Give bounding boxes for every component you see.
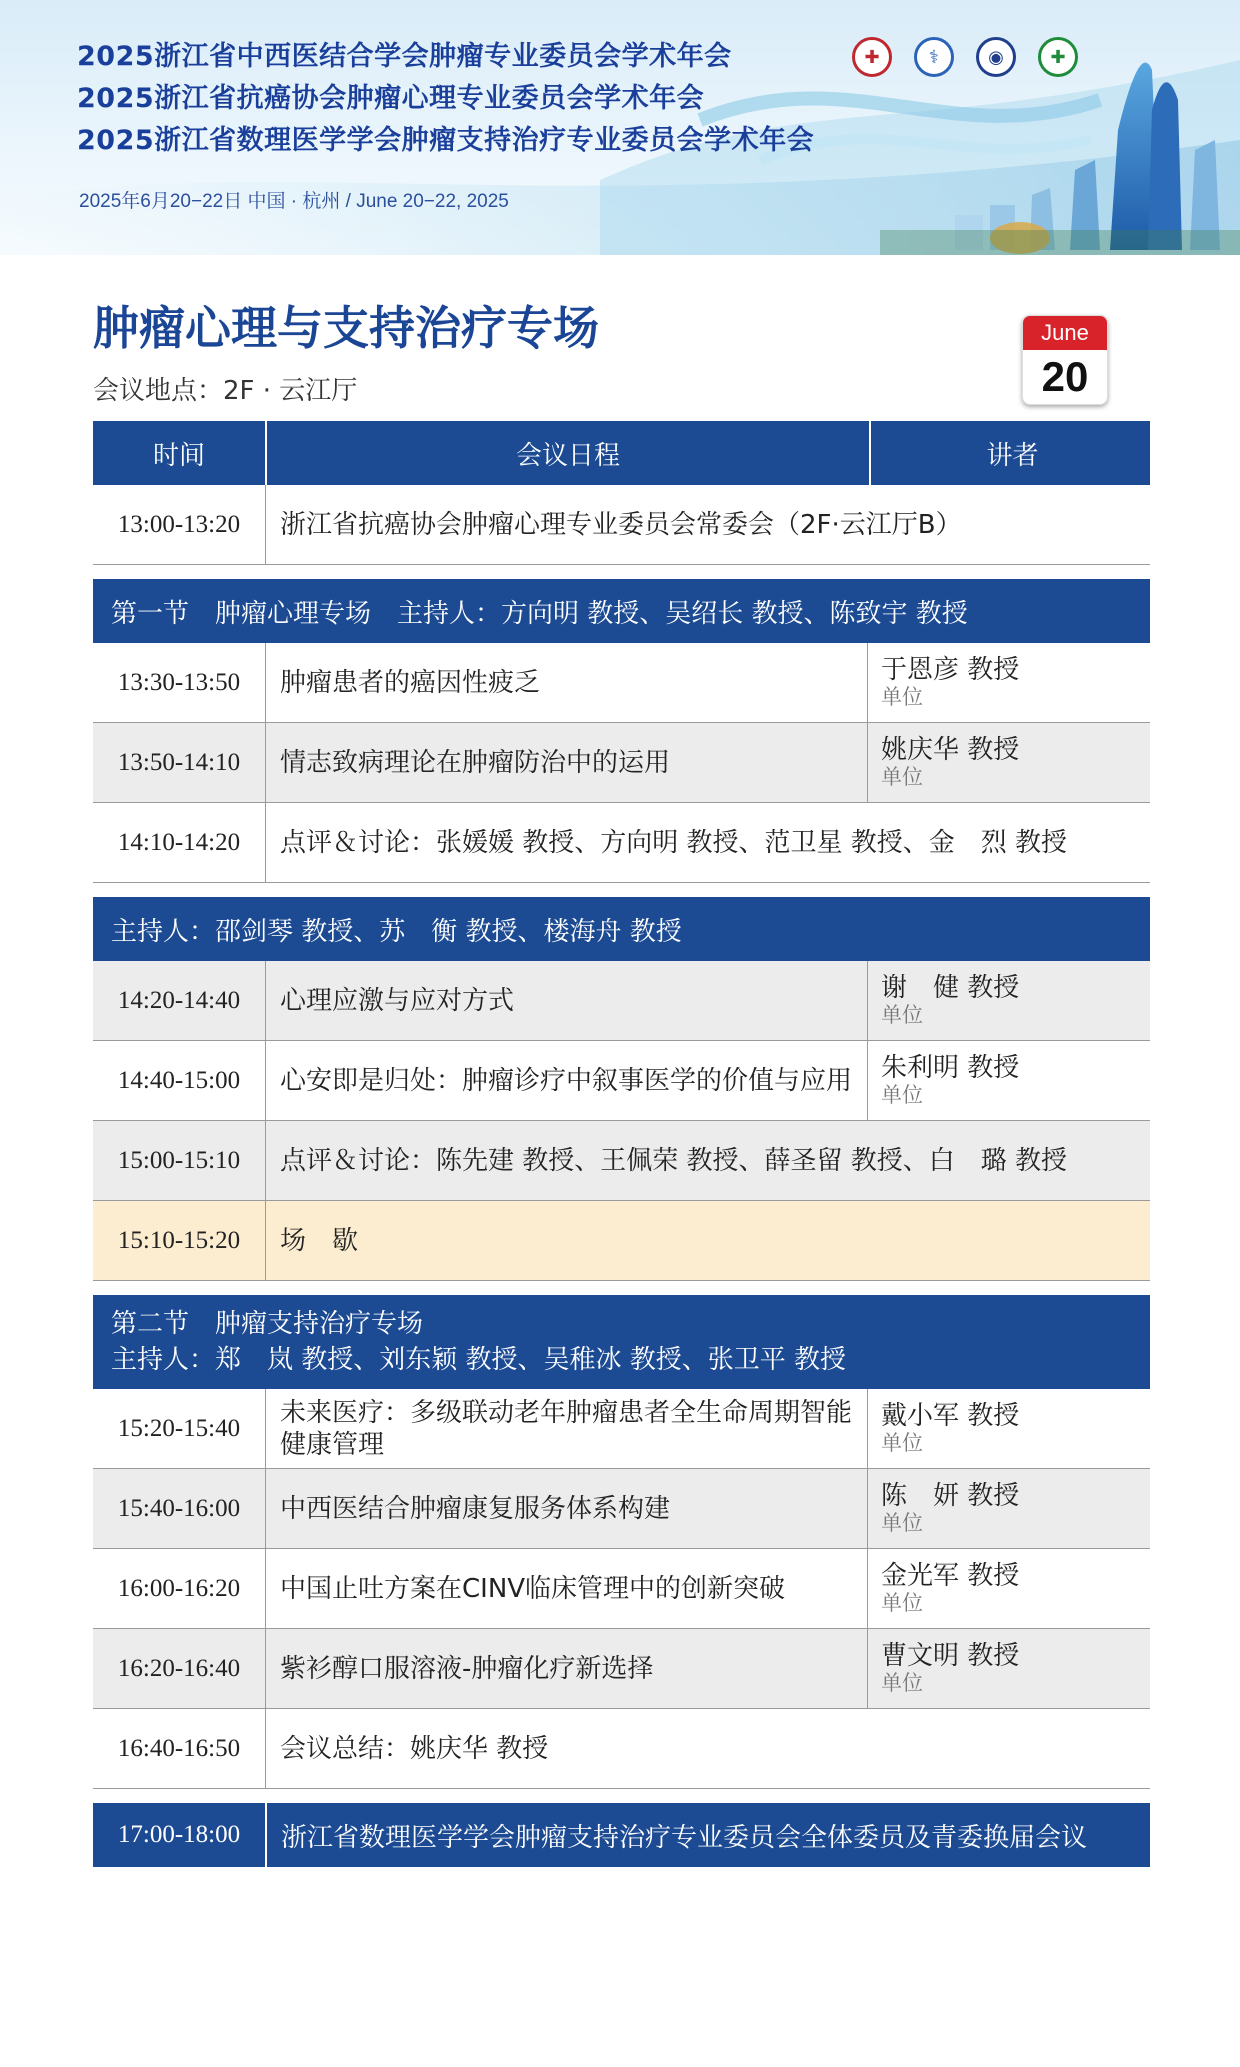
section-1b-header [93,897,1150,961]
row-topic: 心理应激与应对方式 [266,961,868,1040]
row-speaker [868,723,1151,802]
row-time: 16:40-16:50 [93,1709,266,1788]
banner-titles [77,36,814,162]
table-row-opening [93,485,1150,565]
table-row-summary [93,1709,1150,1789]
speaker-unit: 单位 [881,1083,923,1107]
header-banner [0,0,1240,255]
speaker-name: 朱利明 教授 [881,1053,1020,1083]
table-row-break [93,1201,1150,1281]
row-topic: 点评＆讨论：陈先建 教授、王佩荣 教授、薛圣留 教授、白 璐 教授 [280,1145,1068,1176]
table-row [93,1629,1150,1709]
speaker-name: 谢 健 教授 [881,973,1020,1003]
row-topic: 中西医结合肿瘤康复服务体系构建 [266,1469,868,1548]
banner-title-1: 2025浙江省中西医结合学会肿瘤专业委员会学术年会 [77,41,732,72]
speaker-unit: 单位 [881,765,923,789]
society-logos [852,37,1078,77]
row-time: 15:10-15:20 [93,1201,266,1280]
speaker-unit: 单位 [881,1511,923,1535]
row-time: 15:40-16:00 [93,1469,266,1548]
row-topic: 紫衫醇口服溶液-肿瘤化疗新选择 [266,1629,868,1708]
table-row [93,723,1150,803]
header-speaker: 讲者 [986,440,1039,471]
row-time: 14:40-15:00 [93,1041,266,1120]
table-row [93,1041,1150,1121]
section-2-title: 第二节 肿瘤支持治疗专场 [111,1309,424,1339]
row-topic: 会议总结：姚庆华 教授 [280,1733,549,1764]
spacer [93,1281,1150,1295]
row-topic: 心安即是归处：肿瘤诊疗中叙事医学的价值与应用 [266,1041,868,1120]
row-time: 17:00-18:00 [93,1803,267,1867]
row-time: 13:30-13:50 [93,643,266,722]
calendar-date-badge [1022,315,1108,405]
table-row-discussion [93,803,1150,883]
row-time: 14:10-14:20 [93,803,266,882]
speaker-name: 戴小军 教授 [881,1401,1020,1431]
row-time: 16:20-16:40 [93,1629,266,1708]
row-topic: 未来医疗：多级联动老年肿瘤患者全生命周期智能健康管理 [266,1389,868,1468]
society-logo-1-icon: ✚ [852,37,892,77]
row-topic: 场 歇 [280,1225,359,1256]
spacer [93,1789,1150,1803]
header-time: 时间 [93,421,267,485]
row-time: 13:00-13:20 [93,485,266,564]
section-1-header [93,579,1150,643]
speaker-name: 金光军 教授 [881,1561,1020,1591]
speaker-unit: 单位 [881,1431,923,1455]
row-speaker [868,1629,1151,1708]
row-time: 16:00-16:20 [93,1549,266,1628]
table-row [93,961,1150,1041]
row-speaker [868,961,1151,1040]
row-topic: 浙江省抗癌协会肿瘤心理专业委员会常委会（2F·云江厅B） [280,509,962,540]
header-topic: 会议日程 [267,421,871,485]
banner-date-location: 2025年6月20−22日 中国 · 杭州 / June 20−22, 2025 [79,191,509,212]
row-speaker [868,643,1151,722]
speaker-unit: 单位 [881,685,923,709]
speaker-name: 曹文明 教授 [881,1641,1020,1671]
table-row-discussion [93,1121,1150,1201]
table-row [93,1389,1150,1469]
society-logo-4-icon: ✚ [1038,37,1078,77]
table-header [93,421,1150,485]
schedule-table [93,421,1150,1867]
badge-day: 20 [1041,353,1089,400]
row-topic: 点评＆讨论：张媛媛 教授、方向明 教授、范卫星 教授、金 烈 教授 [280,827,1068,858]
society-logo-3-icon: ◉ [976,37,1016,77]
banner-title-3: 2025浙江省数理医学学会肿瘤支持治疗专业委员会学术年会 [77,125,815,156]
spacer [93,565,1150,579]
table-row-final [93,1803,1150,1867]
row-speaker [868,1469,1151,1548]
section-2-hosts: 主持人：郑 岚 教授、刘东颖 教授、吴稚冰 教授、张卫平 教授 [111,1345,847,1375]
row-speaker [868,1041,1151,1120]
society-logo-2-icon: ⚕ [914,37,954,77]
badge-month: June [1023,316,1107,350]
section-1b-title: 主持人：邵剑琴 教授、苏 衡 教授、楼海舟 教授 [111,916,682,947]
row-speaker [868,1389,1151,1468]
row-topic: 浙江省数理医学学会肿瘤支持治疗专业委员会全体委员及青委换届会议 [281,1822,1088,1853]
speaker-name: 姚庆华 教授 [881,735,1020,765]
row-topic: 肿瘤患者的癌因性疲乏 [266,643,868,722]
page-title: 肿瘤心理与支持治疗专场 [93,301,599,355]
section-2-header [93,1295,1150,1389]
table-row [93,1549,1150,1629]
speaker-name: 于恩彦 教授 [881,655,1020,685]
table-row [93,643,1150,723]
row-topic: 中国止吐方案在CINV临床管理中的创新突破 [266,1549,868,1628]
banner-title-2: 2025浙江省抗癌协会肿瘤心理专业委员会学术年会 [77,83,705,114]
row-time: 13:50-14:10 [93,723,266,802]
spacer [93,883,1150,897]
row-time: 15:20-15:40 [93,1389,266,1468]
speaker-name: 陈 妍 教授 [881,1481,1020,1511]
row-time: 15:00-15:10 [93,1121,266,1200]
table-row [93,1469,1150,1549]
row-speaker [868,1549,1151,1628]
section-1-title: 第一节 肿瘤心理专场 主持人：方向明 教授、吴绍长 教授、陈致宇 教授 [111,598,968,629]
speaker-unit: 单位 [881,1671,923,1695]
speaker-unit: 单位 [881,1003,923,1027]
row-topic: 情志致病理论在肿瘤防治中的运用 [266,723,868,802]
speaker-unit: 单位 [881,1591,923,1615]
venue-text: 会议地点：2F · 云江厅 [93,376,358,406]
row-time: 14:20-14:40 [93,961,266,1040]
